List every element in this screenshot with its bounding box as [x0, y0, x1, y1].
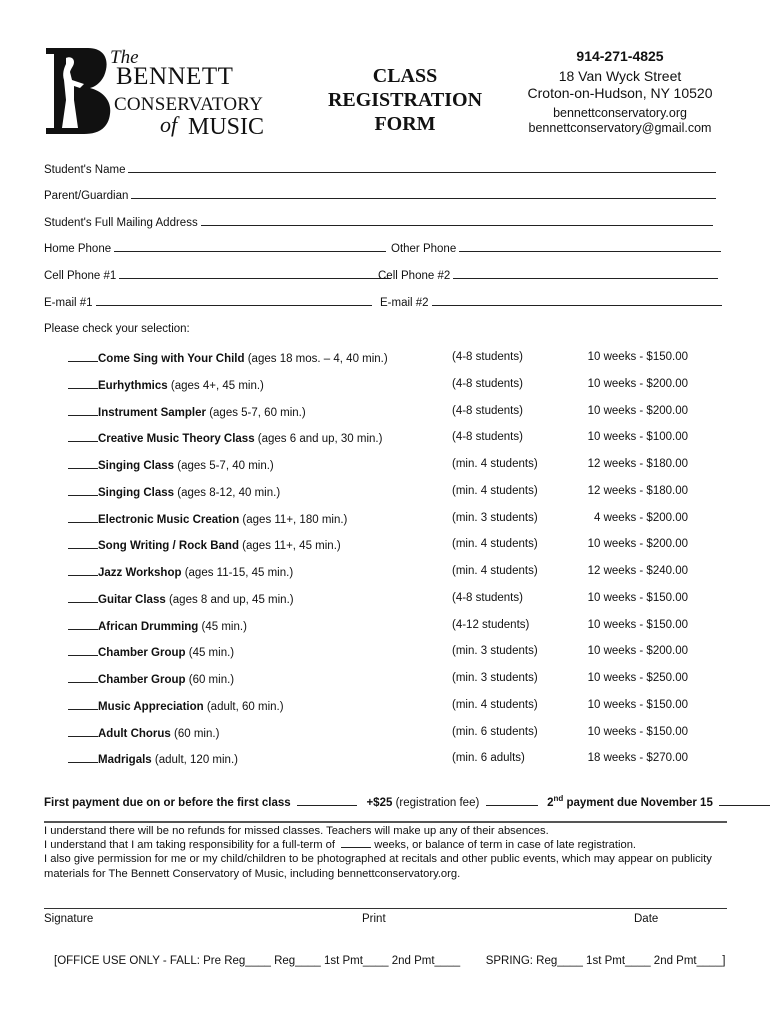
email-1-field[interactable]: [44, 296, 372, 309]
class-name: Music Appreciation: [98, 700, 204, 713]
class-name: Madrigals: [98, 754, 152, 767]
contact-email[interactable]: bennettconservatory@gmail.com: [528, 121, 712, 135]
cell-phone-1-label: Cell Phone #1: [44, 270, 117, 282]
class-name: Song Writing / Rock Band: [98, 540, 239, 553]
terms-line-4: materials for The Bennett Conservatory of Music, including bennettconservatory.org.: [44, 867, 461, 880]
class-capacity: (min. 4 students): [452, 484, 538, 497]
logo-music: MUSIC: [188, 114, 265, 140]
payment-line: [44, 794, 770, 809]
logo-bennett: BENNETT: [116, 63, 234, 90]
logo-b-silhouette-icon: [44, 44, 114, 136]
contact-address-2: Croton-on-Hudson, NY 10520: [527, 85, 713, 101]
class-detail: (45 min.): [198, 620, 247, 633]
class-row: [68, 752, 728, 768]
registration-fee-blank[interactable]: [486, 796, 538, 806]
logo-the: The: [110, 47, 139, 68]
class-name: Guitar Class: [98, 593, 166, 606]
class-name: Instrument Sampler: [98, 406, 206, 419]
class-price: 10 weeks - $200.00: [587, 538, 688, 551]
class-detail: (ages 18 mos. – 4, 40 min.): [244, 353, 388, 365]
address-line[interactable]: [201, 216, 713, 226]
email-1-label: E-mail #1: [44, 297, 93, 309]
class-row: [68, 592, 728, 608]
class-check-blank[interactable]: [68, 699, 98, 710]
class-capacity: (4-8 students): [452, 431, 523, 444]
class-price: 10 weeks - $150.00: [587, 698, 688, 711]
title-line-3: FORM: [374, 113, 436, 135]
class-row: [68, 351, 728, 367]
class-row: [68, 538, 728, 554]
class-capacity: (4-8 students): [452, 404, 523, 417]
home-phone-line[interactable]: [114, 242, 386, 252]
class-price: 10 weeks - $150.00: [587, 618, 688, 631]
class-row: [68, 431, 728, 447]
class-capacity: (4-8 students): [452, 377, 523, 390]
contact-website[interactable]: bennettconservatory.org: [553, 106, 687, 120]
print-label: Print: [362, 913, 386, 925]
first-payment-blank[interactable]: [297, 796, 357, 806]
class-check-blank[interactable]: [68, 378, 98, 389]
class-price: 10 weeks - $150.00: [587, 351, 688, 363]
second-payment-sup: nd: [553, 794, 564, 803]
class-check-blank[interactable]: [68, 351, 98, 362]
office-spring: SPRING: Reg____ 1st Pmt____ 2nd Pmt____]: [485, 955, 726, 967]
address-label: Student's Full Mailing Address: [44, 217, 198, 229]
title-line-2: REGISTRATION: [327, 89, 483, 111]
parent-line[interactable]: [131, 189, 716, 199]
student-name-line[interactable]: [128, 163, 716, 173]
class-detail: (45 min.): [185, 647, 235, 660]
class-check-blank[interactable]: [68, 726, 98, 737]
class-price: 10 weeks - $250.00: [587, 672, 688, 684]
home-phone-field[interactable]: [44, 242, 386, 255]
first-payment-label: First payment due on or before the first class: [44, 796, 291, 809]
class-row: [68, 699, 728, 715]
class-capacity: (min. 6 students): [452, 725, 538, 738]
email-2-label: E-mail #2: [380, 297, 429, 309]
class-row: [68, 619, 728, 635]
class-name: Chamber Group: [98, 647, 186, 660]
second-payment-num: 2: [547, 796, 554, 809]
class-capacity: (min. 3 students): [452, 645, 538, 658]
class-price: 12 weeks - $240.00: [587, 565, 688, 577]
class-row: [68, 672, 728, 688]
class-price: 4 weeks - $200.00: [594, 511, 688, 524]
terms-line-3: I also give permission for me or my child/children to be photographed at recitals and other public events, which may appear on publicity: [44, 853, 712, 866]
class-check-blank[interactable]: [68, 538, 98, 549]
class-name: Eurhythmics: [98, 379, 168, 392]
other-phone-field[interactable]: [391, 242, 721, 255]
class-price: 10 weeks - $200.00: [587, 377, 688, 390]
office-fall: [OFFICE USE ONLY - FALL: Pre Reg____ Reg____ 1st Pmt____ 2nd Pmt____: [54, 955, 461, 967]
class-name: African Drumming: [98, 620, 199, 633]
class-check-blank[interactable]: [68, 752, 98, 763]
class-check-blank[interactable]: [68, 431, 98, 442]
cell-phone-2-line[interactable]: [453, 269, 718, 279]
class-name: Creative Music Theory Class: [98, 433, 255, 446]
class-check-blank[interactable]: [68, 405, 98, 416]
class-row: [68, 645, 728, 661]
class-row: [68, 378, 728, 394]
class-name: Adult Chorus: [98, 727, 171, 740]
class-detail: (60 min.): [170, 727, 220, 740]
class-detail: (adult, 60 min.): [203, 700, 284, 713]
class-price: 10 weeks - $200.00: [587, 404, 688, 417]
class-name: Come Sing with Your Child: [98, 353, 245, 365]
class-price: 10 weeks - $150.00: [587, 725, 688, 738]
class-name: Jazz Workshop: [98, 567, 182, 579]
class-detail: (adult, 120 min.): [151, 754, 238, 767]
class-capacity: (4-8 students): [452, 591, 523, 604]
class-check-blank[interactable]: [68, 512, 98, 523]
contact-phone: 914-271-4825: [576, 48, 664, 64]
terms-weeks-blank[interactable]: [341, 839, 371, 848]
home-phone-label: Home Phone: [44, 243, 112, 255]
class-capacity: (min. 3 students): [452, 511, 538, 524]
class-detail: (ages 11+, 45 min.): [238, 540, 341, 553]
class-detail: (ages 5-7, 60 min.): [206, 406, 306, 419]
student-name-label: Student's Name: [44, 164, 126, 176]
signature-label: Signature: [44, 913, 94, 925]
class-check-blank[interactable]: [68, 645, 98, 656]
class-row: [68, 485, 728, 501]
cell-phone-1-line[interactable]: [119, 269, 391, 279]
second-payment-label: payment due November 15: [563, 796, 713, 809]
class-check-blank[interactable]: [68, 619, 98, 630]
office-use-line: [54, 955, 725, 967]
class-check-blank[interactable]: [68, 592, 98, 603]
address-field[interactable]: [44, 216, 713, 229]
cell-phone-1-field[interactable]: [44, 269, 391, 282]
class-capacity: (4-8 students): [452, 351, 523, 363]
other-phone-line[interactable]: [459, 242, 721, 252]
logo-of: of: [160, 112, 178, 137]
class-capacity: (min. 4 students): [452, 565, 538, 577]
cell-phone-2-label: Cell Phone #2: [378, 270, 451, 282]
email-1-line[interactable]: [96, 296, 372, 306]
cell-phone-2-field[interactable]: [378, 269, 718, 282]
class-price: 12 weeks - $180.00: [587, 484, 688, 497]
class-detail: (ages 6 and up, 30 min.): [254, 433, 383, 446]
divider: [44, 821, 727, 823]
class-check-blank[interactable]: [68, 458, 98, 469]
contact-address-1: 18 Van Wyck Street: [558, 68, 682, 84]
class-name: Singing Class: [98, 486, 175, 499]
class-row: [68, 565, 728, 581]
class-capacity: (min. 3 students): [452, 672, 538, 684]
class-name: Chamber Group: [98, 674, 186, 686]
class-row: [68, 458, 728, 474]
class-capacity: (4-12 students): [452, 618, 530, 631]
terms-line-2b: weeks, or balance of term in case of late registration.: [374, 839, 637, 852]
class-capacity: (min. 6 adults): [452, 752, 525, 765]
class-price: 12 weeks - $180.00: [587, 458, 688, 470]
date-label: Date: [634, 913, 659, 925]
check-prompt: Please check your selection:: [44, 323, 190, 335]
class-name: Electronic Music Creation: [98, 513, 240, 526]
class-detail: (ages 8-12, 40 min.): [174, 486, 281, 499]
terms-line-2: [44, 838, 734, 852]
class-capacity: (min. 4 students): [452, 698, 538, 711]
class-price: 18 weeks - $270.00: [587, 752, 688, 765]
email-2-line[interactable]: [432, 296, 722, 306]
terms-line-1: I understand there will be no refunds for missed classes. Teachers will make up any of their absences.: [44, 825, 549, 837]
terms-text: [44, 824, 734, 881]
logo-conservatory: CONSERVATORY: [114, 94, 264, 115]
signature-line[interactable]: [44, 908, 727, 909]
class-capacity: (min. 4 students): [452, 458, 538, 470]
class-check-blank[interactable]: [68, 485, 98, 496]
class-detail: (ages 5-7, 40 min.): [174, 460, 274, 472]
registration-fee: +$25: [366, 796, 393, 809]
class-price: 10 weeks - $150.00: [587, 591, 688, 604]
parent-field[interactable]: [44, 189, 716, 202]
student-name-field[interactable]: [44, 163, 716, 176]
parent-label: Parent/Guardian: [44, 190, 129, 202]
class-price: 10 weeks - $100.00: [587, 431, 688, 444]
class-row: [68, 405, 728, 421]
class-detail: (ages 8 and up, 45 min.): [165, 593, 294, 606]
class-price: 10 weeks - $200.00: [587, 645, 688, 658]
class-row: [68, 512, 728, 528]
terms-line-2a: I understand that I am taking responsibility for a full-term of: [44, 839, 336, 852]
class-detail: (ages 11+, 180 min.): [239, 513, 348, 526]
second-payment-blank[interactable]: [719, 796, 770, 806]
class-detail: (ages 4+, 45 min.): [167, 379, 264, 392]
class-capacity: (min. 4 students): [452, 538, 538, 551]
form-title: [300, 64, 510, 136]
class-check-blank[interactable]: [68, 672, 98, 683]
class-check-blank[interactable]: [68, 565, 98, 576]
class-detail: (ages 11-15, 45 min.): [181, 567, 294, 579]
registration-fee-note: (registration fee): [392, 796, 480, 809]
email-2-field[interactable]: [380, 296, 722, 309]
class-row: [68, 726, 728, 742]
other-phone-label: Other Phone: [391, 243, 457, 255]
title-line-1: CLASS: [372, 65, 438, 87]
class-detail: (60 min.): [185, 674, 235, 686]
class-name: Singing Class: [98, 460, 175, 472]
